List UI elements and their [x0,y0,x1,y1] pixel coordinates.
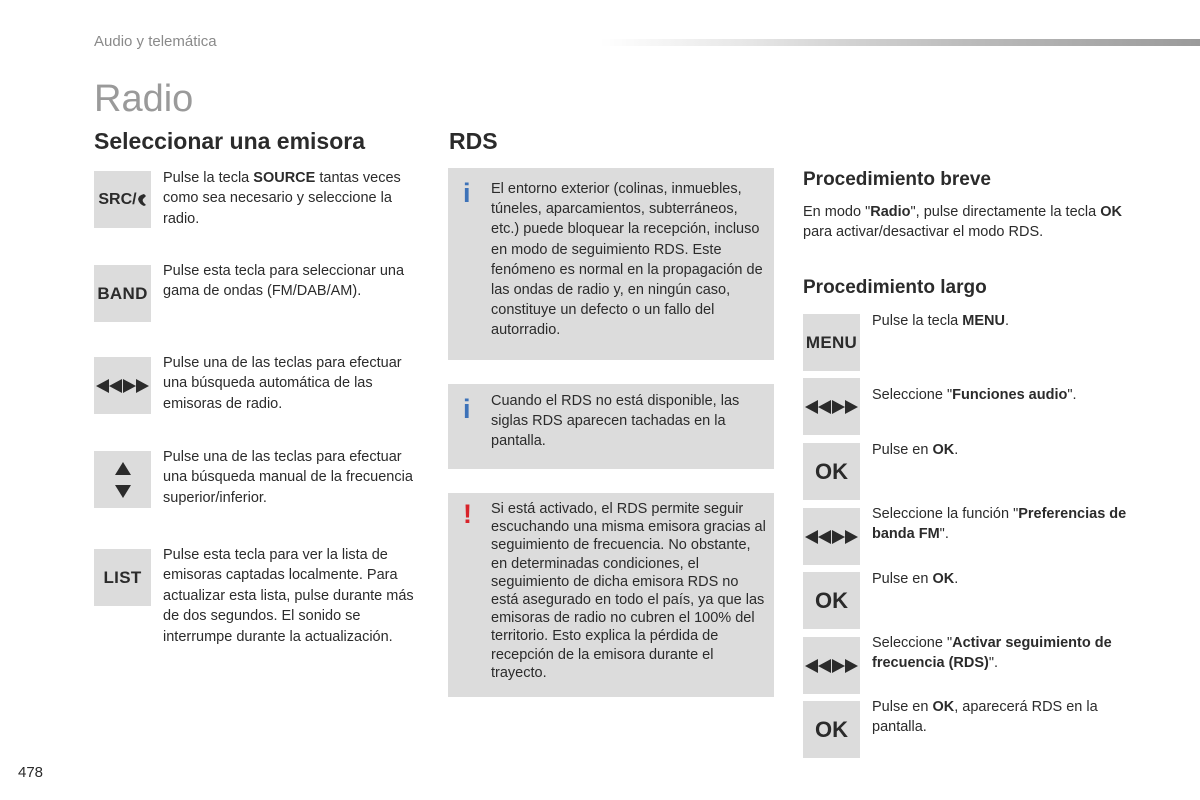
subtitle-procedimiento-breve: Procedimiento breve [803,169,991,190]
page-title: Radio [94,78,194,120]
note-info-rds-unavailable [448,384,774,469]
menu-key-label: MENU [805,332,858,352]
seek-left-right-icon [805,530,858,544]
menu-key [803,314,860,371]
long-step-ok-final-text: Pulse en OK, aparecerá RDS en la pantalla. [872,699,1098,736]
long-step-fm-preferences-text: Seleccione la función "Preferencias de banda FM". [872,506,1127,543]
section-title-seleccionar: Seleccionar una emisora [94,128,366,154]
list-key [94,549,151,606]
seek-key [803,637,860,694]
seek-key [803,378,860,435]
seek-left-right-icon [96,379,149,393]
step-source-text: Pulse la tecla SOURCE tantas veces como sea necesario y seleccione la radio. [163,170,401,227]
ok-key-label: OK [815,458,848,484]
ok-key-label: OK [815,587,848,613]
info-icon: i [463,394,471,424]
note-info-environment [448,168,774,360]
src-key-label: SRC/ [98,190,137,208]
note-text: Cuando el RDS no está disponible, las siglas RDS aparecen tachadas en la pantalla. [491,393,740,450]
ok-key [803,572,860,629]
seek-left-right-icon [805,659,858,673]
note-text: Si está activado, el RDS permite seguir escuchando una misma emisora gracias al seguimiento de frecuencia. No obstante, en determinadas condiciones, el seguimiento de dicha emisora RDS no está asegurado en todo el país, ya que las emisoras de radio no cubren el 100% del territorio. Esto explica la pérdida de recepción de la emisora durante el trayecto. [491,501,766,681]
ok-key-label: OK [815,716,848,742]
long-step-activate-tracking-text: Seleccione "Activar seguimiento de frecuencia (RDS)". [872,635,1112,672]
step-list-text: Pulse esta tecla para ver la lista de emisoras captadas localmente. Para actualizar esta lista, pulse durante más de dos segundos. El sonido se interrumpe durante la actualización. [163,547,414,645]
subtitle-procedimiento-largo: Procedimiento largo [803,277,987,298]
phone-icon [137,193,147,207]
seek-left-right-icon [805,400,858,414]
seek-key [94,357,151,414]
band-key [94,265,151,322]
info-icon: i [463,178,471,208]
step-manual-search-text: Pulse una de las teclas para efectuar una búsqueda manual de la frecuencia superior/inferior. [163,449,413,506]
section-title-rds: RDS [449,128,498,154]
header-gradient-bar [600,39,1200,46]
long-step-ok-text: Pulse en OK. [872,442,959,458]
up-down-key [94,451,151,508]
band-key-label: BAND [97,283,148,303]
note-warning-rds-tracking [448,493,774,697]
short-procedure-text: En modo "Radio", pulse directamente la tecla OK para activar/desactivar el modo RDS. [803,204,1122,241]
long-step-menu-text: Pulse la tecla MENU. [872,313,1010,329]
step-band-text: Pulse esta tecla para seleccionar una gama de ondas (FM/DAB/AM). [163,263,405,300]
list-key-label: LIST [103,567,142,587]
long-step-audio-functions-text: Seleccione "Funciones audio". [872,387,1077,403]
step-auto-search-text: Pulse una de las teclas para efectuar una búsqueda automática de las emisoras de radio. [163,355,402,412]
long-step-ok-text: Pulse en OK. [872,571,959,587]
header-section-title: Audio y telemática [94,33,217,50]
ok-key [803,443,860,500]
note-text: El entorno exterior (colinas, inmuebles, túneles, aparcamientos, subterráneos, etc.) puede bloquear la recepción, incluso en modo de seguimiento RDS. Este fenómeno es normal en la propagación de las ondas de radio y, en ningún caso, constituye un defecto o un fallo del autorradio. [491,181,763,339]
seek-key [803,508,860,565]
page-number: 478 [18,764,44,781]
src-key [94,171,151,228]
up-down-arrows-icon [115,462,131,498]
warning-icon: ! [463,499,472,529]
ok-key [803,701,860,758]
